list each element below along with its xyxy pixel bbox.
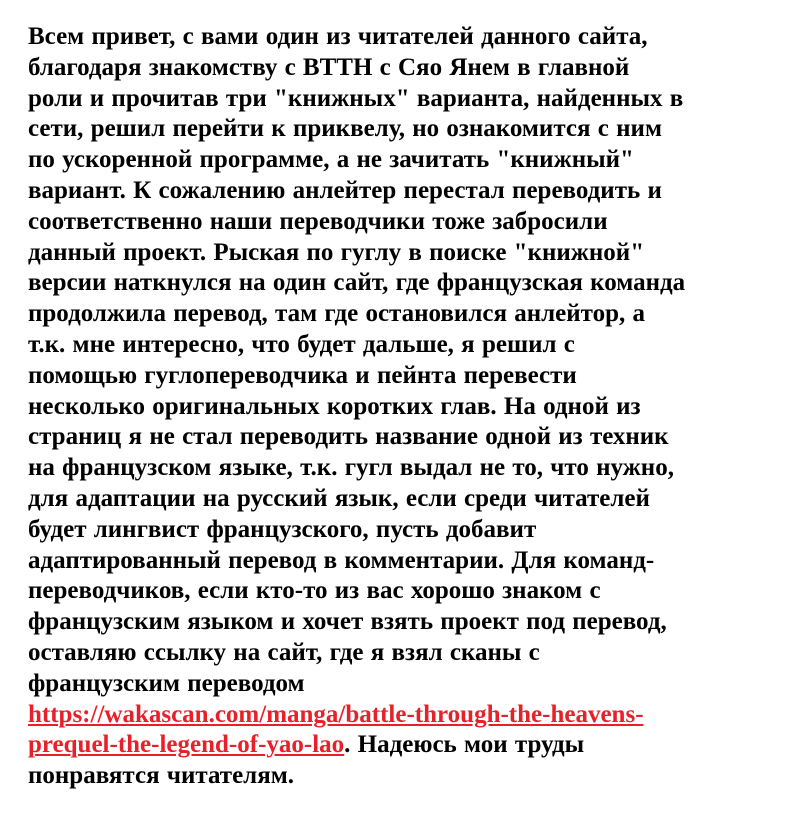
manga-link-part-2[interactable]: prequel-the-legend-of-yao-lao — [28, 731, 345, 759]
manga-link-part-1[interactable]: https://wakascan.com/manga/battle-through-the-heavens- — [28, 700, 644, 728]
document-page — [28, 22, 780, 792]
link-line-1 — [28, 700, 780, 731]
after-link-text: . Надеюсь мои труды — [344, 731, 585, 759]
text-line-18: адаптированный перевод в комментарии. Для команд- — [28, 546, 655, 574]
text-line-12: помощью гуглопереводчика и пейнта перевести — [28, 361, 577, 389]
text-line-14: страниц я не стал переводить название одной из техник — [28, 423, 669, 451]
text-line-10: продолжила перевод, там где остановился анлейтор, а — [28, 300, 646, 328]
text-line-16: для адаптации на русский язык, если среди читателей — [28, 484, 650, 512]
text-line-6: вариант. К сожалению анлейтер перестал переводить и — [28, 176, 662, 204]
text-line-5: по ускоренной программе, а не зачитать "книжный" — [28, 146, 634, 174]
text-line-15: на французском языке, т.к. гугл выдал не то, что нужно, — [28, 454, 674, 482]
text-line-22: французским переводом — [28, 669, 305, 697]
text-line-4: сети, решил перейти к приквелу, но ознакомится с ним — [28, 115, 662, 143]
text-line-7: соответственно наши переводчики тоже забросили — [28, 207, 608, 235]
document-paragraph — [28, 22, 780, 792]
text-line-3: роли и прочитав три "книжных" варианта, найденных в — [28, 84, 684, 112]
text-line-13: несколько оригинальных коротких глав. На одной из — [28, 392, 641, 420]
text-line-20: французским языком и хочет взять проект под перевод, — [28, 608, 667, 636]
link-line-2 — [28, 730, 780, 761]
text-line-19: переводчиков, если кто-то из вас хорошо знаком с — [28, 577, 601, 605]
text-line-8: данный проект. Рыская по гуглу в поиске "книжной" — [28, 238, 645, 266]
text-line-9: версии наткнулся на один сайт, где французская команда — [28, 269, 686, 297]
text-line-last: понравятся читателям. — [28, 762, 295, 790]
text-line-11: т.к. мне интересно, что будет дальше, я решил с — [28, 330, 575, 358]
text-line-1: Всем привет, с вами один из читателей данного сайта, — [28, 23, 648, 50]
text-line-17: будет лингвист французского, пусть добавит — [28, 515, 537, 543]
text-line-21: оставляю ссылку на сайт, где я взял сканы с — [28, 638, 540, 666]
text-line-2: благодаря знакомству с BTTH с Сяо Янем в главной — [28, 53, 630, 81]
